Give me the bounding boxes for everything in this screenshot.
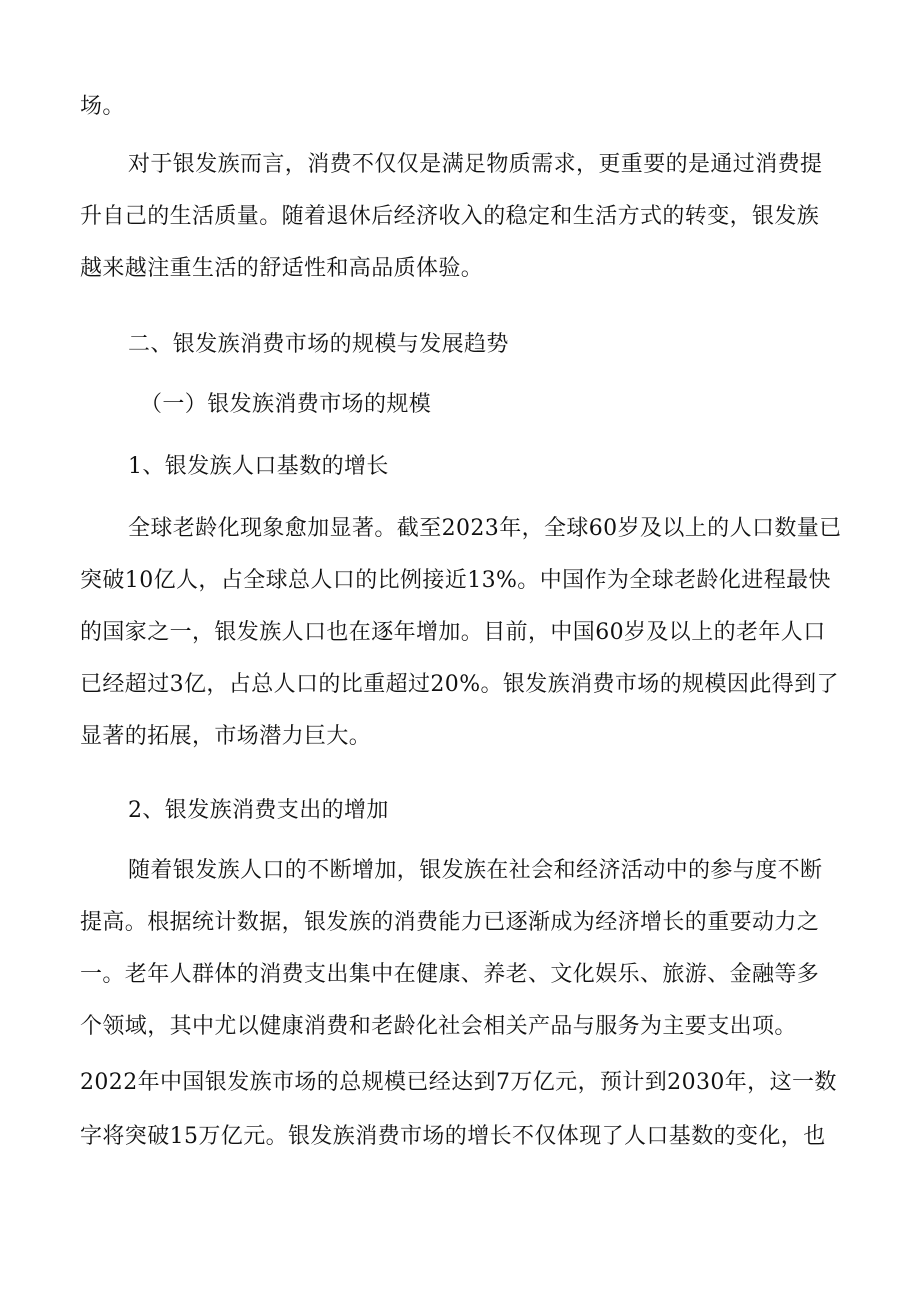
- paragraph-line: 的国家之一，银发族人口也在逐年增加。目前，中国60岁及以上的老年人口: [80, 620, 826, 645]
- paragraph-line: 全球老龄化现象愈加显著。截至2023年，全球60岁及以上的人口数量已: [128, 516, 842, 541]
- paragraph-line: 已经超过3亿，占总人口的比重超过20%。银发族消费市场的规模因此得到了: [80, 672, 839, 697]
- item-heading-population: 1、银发族人口基数的增长: [128, 454, 389, 479]
- paragraph-line: 突破10亿人，占全球总人口的比例接近13%。中国作为全球老龄化进程最快: [80, 568, 831, 593]
- paragraph-line: 字将突破15万亿元。银发族消费市场的增长不仅体现了人口基数的变化，也: [80, 1124, 826, 1149]
- section-heading: 二、银发族消费市场的规模与发展趋势: [128, 332, 509, 357]
- paragraph-line: 个领域，其中尤以健康消费和老龄化社会相关产品与服务为主要支出项。: [80, 1014, 797, 1039]
- continuation-text: 场。: [80, 94, 125, 119]
- paragraph-line: 越来越注重生活的舒适性和高品质体验。: [80, 256, 484, 281]
- paragraph-line: 显著的拓展，市场潜力巨大。: [80, 724, 372, 749]
- paragraph-line: 2022年中国银发族市场的总规模已经达到7万亿元，预计到2030年，这一数: [80, 1070, 837, 1095]
- paragraph-line: 对于银发族而言，消费不仅仅是满足物质需求，更重要的是通过消费提: [128, 152, 823, 177]
- item-heading-spending: 2、银发族消费支出的增加: [128, 798, 389, 823]
- subsection-heading: （一）银发族消费市场的规模: [140, 392, 432, 417]
- paragraph-line: 升自己的生活质量。随着退休后经济收入的稳定和生活方式的转变，银发族: [80, 204, 820, 229]
- paragraph-line: 提高。根据统计数据，银发族的消费能力已逐渐成为经济增长的重要动力之: [80, 910, 820, 935]
- paragraph-line: 一。老年人群体的消费支出集中在健康、养老、文化娱乐、旅游、金融等多: [80, 962, 820, 987]
- paragraph-line: 随着银发族人口的不断增加，银发族在社会和经济活动中的参与度不断: [128, 858, 823, 883]
